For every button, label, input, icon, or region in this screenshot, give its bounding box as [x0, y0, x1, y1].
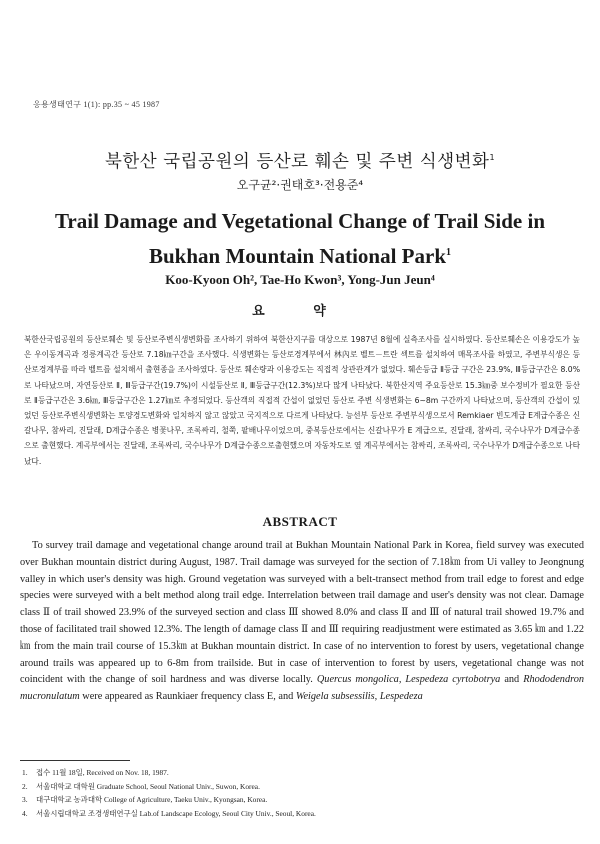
- abstract-text: To survey trail damage and vegetational change around trail at Bukhan Mountain National Park in Korea, field survey was executed over Bukhan mountain district during August, 1987. Trail damage was surveyed for the section of 7.18㎞ from Ui valley to Jeongnung valley in which user's density was high. Ground vegetation was surveyed with a belt-transect method from trail edge to forest and edge species were surveyed with a belt method along trail edge. Interrelation between trail damage and user's density was not clear. Damage class Ⅱ of trail showed 23.9% of the surveyed section and class Ⅲ showed 8.0% and class Ⅱ and Ⅲ of natural trail showed 19.7% and those of facilitated trail showed 12.3%. The length of damage class Ⅱ and Ⅲ requiring readjustment were estimated as 3.65 ㎞ and 1.22㎞ from the main trail course of 15.3㎞ at Bukhan mountain district. In case of no intervention to forest by users, vegetational change around trails was appeared up to 6-8m from trailside. But in case of intervention to forest by users, vegetational change was not coincident with the change of soil hardness and was diverse locally.: [20, 540, 584, 686]
- footnote: [22, 766, 582, 780]
- english-title-line-2-text: Bukhan Mountain National Park: [149, 244, 446, 268]
- footnote-divider: [20, 760, 130, 761]
- english-abstract-paragraph: [20, 538, 584, 706]
- abstract-text: were appeared as Raunkiaer frequency class E, and: [79, 691, 296, 703]
- species-name: Quercus mongolica, Lespedeza cyrtobotrya: [316, 674, 501, 686]
- korean-abstract-heading: 요 약: [252, 304, 348, 319]
- korean-title: [0, 148, 600, 173]
- korean-authors: 오구균²·권태호³·전용준⁴: [236, 178, 364, 192]
- footnote: [22, 793, 582, 807]
- english-title-footnote-mark: 1: [446, 247, 451, 258]
- english-abstract-heading: ABSTRACT: [262, 514, 338, 529]
- footnote-text: 접수 11월 18일, Received on Nov. 18, 1987.: [36, 768, 169, 777]
- footnote-number: 3.: [22, 795, 28, 805]
- footnote-number: 2.: [22, 781, 28, 791]
- footnotes: [22, 766, 582, 820]
- footnote: [22, 780, 582, 794]
- footnote-number: 4.: [22, 808, 28, 818]
- journal-header: 응용생태연구 1(1): pp.35 ~ 45 1987: [33, 100, 160, 109]
- footnote-text: 대구대학교 농과대학 College of Agriculture, Taeku Univ., Kyongsan, Korea.: [36, 795, 268, 805]
- footnote-number: 1.: [22, 768, 28, 777]
- english-title-line-2: [20, 237, 580, 272]
- english-title-line-1: Trail Damage and Vegetational Change of Trail Side in: [54, 209, 546, 233]
- footnote-text: 서울시립대학교 조경생태연구실 Lab.of Landscape Ecology, Seoul City Univ., Seoul, Korea.: [36, 808, 316, 818]
- korean-title-text: 북한산 국립공원의 등산로 훼손 및 주변 식생변화: [104, 152, 490, 172]
- species-name: Weigela subsessilis, Lespedeza: [295, 691, 423, 703]
- korean-abstract-body: 북한산국립공원의 등산로훼손 및 등산로주변식생변화를 조사하기 위하여 북한산지구를 대상으로 1987년 8월에 실측조사를 실시하였다. 등산로훼손은 이용강도가 높은 우이동계곡과 정릉계곡간 등산로 7.18㎞구간을 조사했다. 식생변화는 등산로경계부에서 林內로 벨트－트란 섹트를 설치하여 매목조사를 하였고, 주변부식생은 등산로경계부를 따라 벨트를 설치해서 출현종을 조사하였다. 등산로 훼손량과 이용강도는 직접적 상관관계가 없었다. 훼손등급 Ⅱ등급 구간은 23.9%, Ⅲ등급구간은 8.0%로 나타났으며, 자연등산로 Ⅱ, Ⅲ등급구간(19.7%)이 시설등산로 Ⅱ, Ⅲ등급구간(12.3%)보다 많게 나타났다. 북한산지역 주요등산로 15.3㎞중 보수정비가 필요한 등산로 Ⅱ등급구간은 3.6㎞, Ⅲ등급구간은 1.27㎞로 추정되었다. 등산객의 직접적 간섭이 없었던 등산로 주변 식생변화는 6~8m 구간까지 나타났으며, 등산객의 간섭이 있었던 등산로주변식생변화는 토양경도변화와 일치하지 않고 않았고 국지적으로 다르게 나타났다. 능선부 등산로 주변부식생으로서 Remkiaer 빈도계급 E계급수종은 신갈나무, 참싸리, 진달래, D계급수종은 병꽃나무, 조록싸리, 철쭉, 팥배나무이었으며, 중복등산로에서는 신갈나무가 E 계급으로, 진달래, 참싸리, 국수나무가 D계급수종으로 출현했다. 계곡부에서는 진달래, 조록싸리, 국수나무가 D계급수종으로출현했으며 자동차도로 옆 계곡부에서는 참싸리, 조록싸리, 국수나무가 D계급수종으로 나타났다.: [24, 335, 580, 466]
- species-name: Rhododendron mucronulatum: [20, 674, 585, 703]
- english-abstract-body: [20, 538, 584, 706]
- korean-title-footnote-mark: 1: [489, 153, 496, 163]
- english-authors: Koo-Kyoon Oh², Tae-Ho Kwon³, Yong-Jun Jeun⁴: [165, 272, 435, 287]
- english-title: [20, 205, 580, 272]
- abstract-text: and: [500, 674, 524, 686]
- footnote: [22, 807, 582, 821]
- footnote-text: 서울대학교 대학원 Graduate School, Seoul National Univ., Suwon, Korea.: [36, 781, 260, 791]
